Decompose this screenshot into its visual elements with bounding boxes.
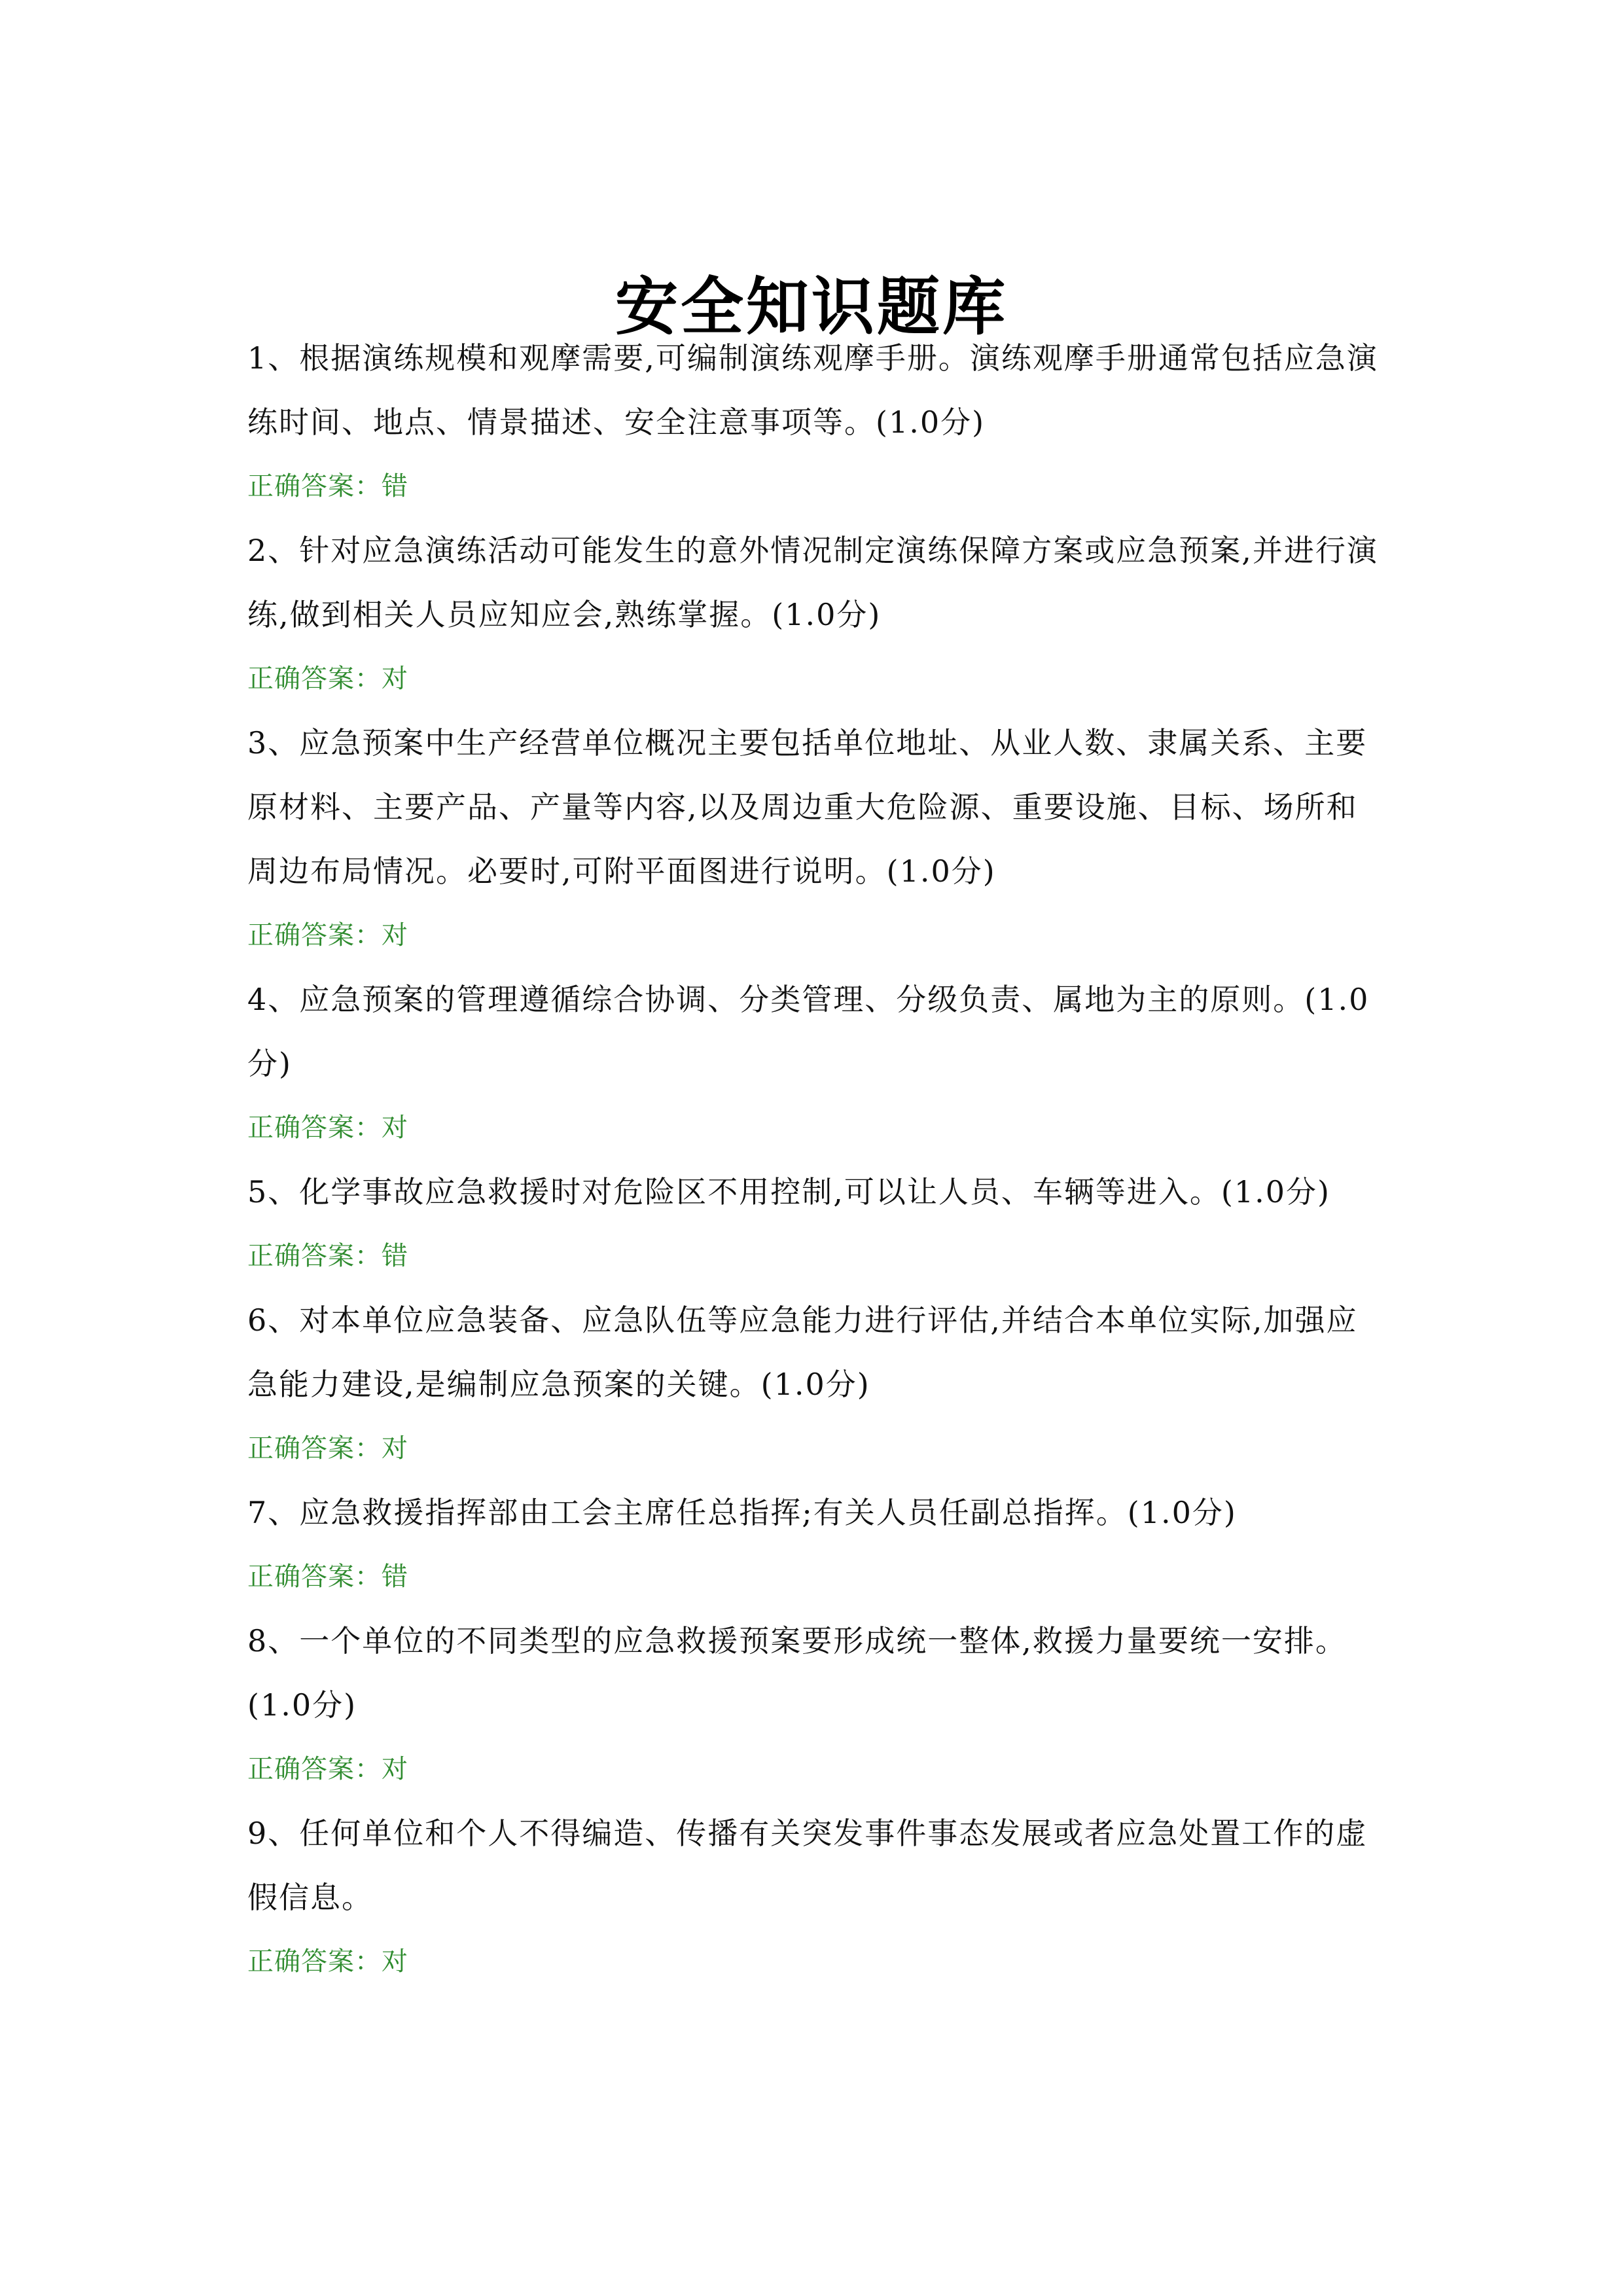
question-4-answer: 正确答案：对: [247, 1113, 408, 1143]
question-9-answer: 正确答案：对: [247, 1946, 408, 1977]
question-9-text: 9、任何单位和个人不得编造、传播有关突发事件事态发展或者应急处置工作的虚假信息。: [247, 1816, 1368, 1915]
question-4-text: 4、应急预案的管理遵循综合协调、分类管理、分级负责、属地为主的原则。(1.0分): [247, 982, 1370, 1081]
question-1-text: 1、根据演练规模和观摩需要,可编制演练观摩手册。演练观摩手册通常包括应急演练时间、地点、情景描述、安全注意事项等。(1.0分): [247, 340, 1378, 440]
question-6-text: 6、对本单位应急装备、应急队伍等应急能力进行评估,并结合本单位实际,加强应急能力建设,是编制应急预案的关键。(1.0分): [247, 1302, 1358, 1402]
question-5-answer: 正确答案：错: [247, 1241, 408, 1271]
question-6-answer: 正确答案：对: [247, 1433, 408, 1463]
question-1-answer: 正确答案：错: [247, 471, 408, 501]
question-3-answer: 正确答案：对: [247, 920, 408, 950]
question-8-answer: 正确答案：对: [247, 1754, 408, 1784]
document-title: 安全知识题库: [615, 270, 1008, 344]
question-list: [247, 326, 1386, 1994]
question-8-text: 8、一个单位的不同类型的应急救援预案要形成统一整体,救援力量要统一安排。(1.0分): [247, 1623, 1347, 1723]
question-5-text: 5、化学事故应急救援时对危险区不用控制,可以让人员、车辆等进入。(1.0分): [247, 1174, 1330, 1210]
question-2-text: 2、针对应急演练活动可能发生的意外情况制定演练保障方案或应急预案,并进行演练,做到相关人员应知应会,熟练掌握。(1.0分): [247, 533, 1378, 632]
question-7-answer: 正确答案：错: [247, 1562, 408, 1592]
question-7-text: 7、应急救援指挥部由工会主席任总指挥;有关人员任副总指挥。(1.0分): [247, 1495, 1237, 1530]
question-2-answer: 正确答案：对: [247, 664, 408, 694]
question-3-text: 3、应急预案中生产经营单位概况主要包括单位地址、从业人数、隶属关系、主要原材料、主要产品、产量等内容,以及周边重大危险源、重要设施、目标、场所和周边布局情况。必要时,可附平面图进行说明。(1.0分): [247, 725, 1368, 889]
